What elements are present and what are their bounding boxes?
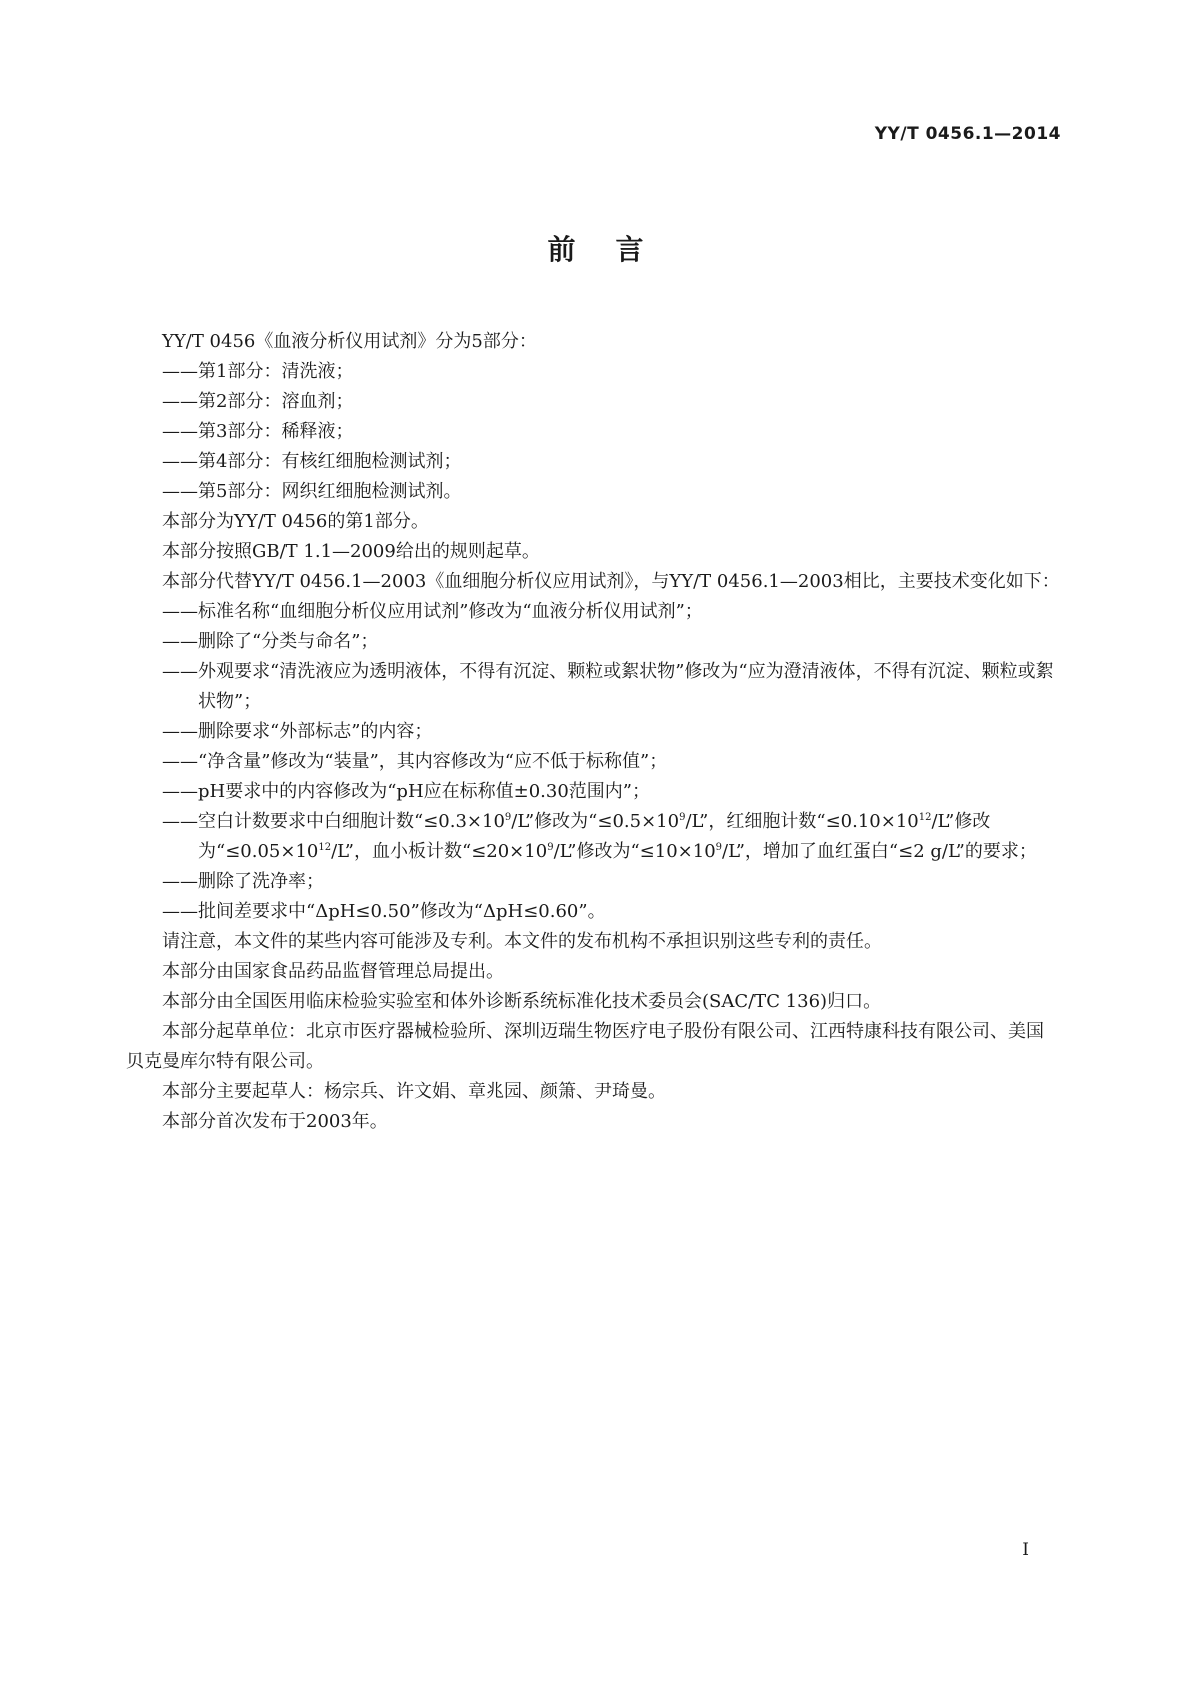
- paragraph: 本部分由国家食品药品监督管理总局提出。: [162, 961, 504, 982]
- text-run: /L”，血小板计数“≤20×10: [331, 841, 548, 862]
- paragraph: 本部分按照GB/T 1.1—2009给出的规则起草。: [162, 541, 540, 562]
- paragraph: 本部分由全国医用临床检验实验室和体外诊断系统标准化技术委员会(SAC/TC 136)归口。: [162, 991, 882, 1012]
- paragraph: 本部分首次发布于2003年。: [162, 1111, 388, 1132]
- intro-paragraph: YY/T 0456《血液分析仪用试剂》分为5部分：: [162, 331, 537, 352]
- change-list-item: [126, 807, 1061, 867]
- exponent: 9: [504, 812, 512, 823]
- change-list-item: ——删除了洗净率；: [162, 871, 324, 892]
- paragraph: 本部分起草单位：北京市医疗器械检验所、深圳迈瑞生物医疗电子股份有限公司、江西特康科技有限公司、美国贝克曼库尔特有限公司。: [126, 1021, 1044, 1072]
- change-list-item: ——外观要求“清洗液应为透明液体，不得有沉淀、颗粒或絮状物”修改为“应为澄清液体，不得有沉淀、颗粒或絮状物”；: [162, 661, 1054, 712]
- paragraph: 本部分代替YY/T 0456.1—2003《血细胞分析仪应用试剂》，与YY/T 0456.1—2003相比，主要技术变化如下：: [162, 571, 1060, 592]
- text-run: /L”，红细胞计数“≤0.10×10: [685, 811, 919, 832]
- part-list-item: ——第1部分：清洗液；: [162, 361, 354, 382]
- change-list-item: ——pH要求中的内容修改为“pH应在标称值±0.30范围内”；: [162, 781, 651, 802]
- change-list-item: ——批间差要求中“ΔpH≤0.50”修改为“ΔpH≤0.60”。: [162, 901, 606, 922]
- change-list-item: ——删除要求“外部标志”的内容；: [162, 721, 433, 742]
- text-run: /L”修改为“≤10×10: [553, 841, 716, 862]
- part-list-item: ——第5部分：网织红细胞检测试剂。: [162, 481, 462, 502]
- part-list-item: ——第2部分：溶血剂；: [162, 391, 354, 412]
- exponent: 12: [318, 842, 332, 853]
- change-list-item: ——删除了“分类与命名”；: [162, 631, 379, 652]
- page-number: I: [1022, 1540, 1029, 1560]
- exponent: 9: [547, 842, 554, 853]
- text-run: /L”修改为“≤0.5×10: [511, 811, 680, 832]
- text-run: /L”修改为“≤0.05×10: [198, 811, 991, 862]
- standard-number: YY/T 0456.1—2014: [874, 124, 1061, 144]
- page-title: 前言: [547, 233, 684, 266]
- part-list-item: ——第4部分：有核红细胞检测试剂；: [162, 451, 462, 472]
- exponent: 9: [679, 812, 686, 823]
- paragraph: 本部分主要起草人：杨宗兵、许文娟、章兆园、颜箫、尹琦曼。: [162, 1081, 666, 1102]
- exponent: 9: [715, 842, 723, 853]
- text-run: ——空白计数要求中白细胞计数“≤0.3×10: [162, 811, 505, 832]
- part-list-item: ——第3部分：稀释液；: [162, 421, 354, 442]
- change-list-item: ——标准名称“血细胞分析仪应用试剂”修改为“血液分析仪用试剂”；: [162, 601, 703, 622]
- exponent: 12: [918, 812, 932, 823]
- foreword-body: [126, 327, 1061, 1137]
- paragraph: 本部分为YY/T 0456的第1部分。: [162, 511, 429, 532]
- text-run: /L”，增加了血红蛋白“≤2 g/L”的要求；: [722, 841, 1037, 862]
- patent-notice: 请注意，本文件的某些内容可能涉及专利。本文件的发布机构不承担识别这些专利的责任。: [162, 931, 882, 952]
- change-list-item: ——“净含量”修改为“装量”，其内容修改为“应不低于标称值”；: [162, 751, 668, 772]
